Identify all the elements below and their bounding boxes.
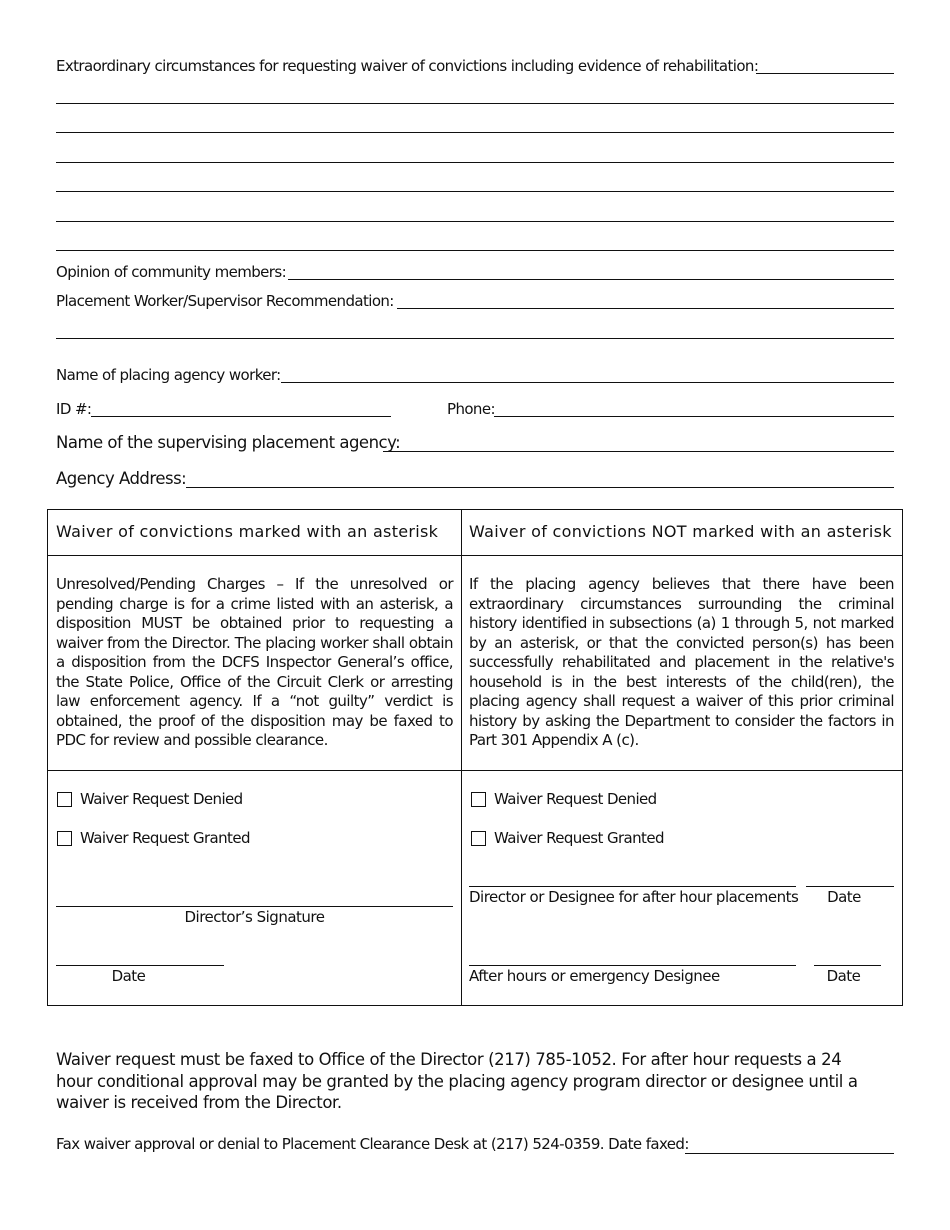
- emergency-designee-field[interactable]: [469, 965, 796, 966]
- worker-name-field[interactable]: [281, 382, 894, 383]
- left-date-label: Date: [111, 967, 146, 985]
- extraordinary-line-1[interactable]: [56, 103, 894, 104]
- extraordinary-line-4[interactable]: [56, 191, 894, 192]
- directors-signature-field[interactable]: [56, 906, 453, 907]
- right-denied-label: Waiver Request Denied: [494, 790, 657, 808]
- right-column-description: If the placing agency believes that there have been extraordinary circumstances surrounding the criminal history identified in subsections (a) 1 through 5, not marked by an asterisk, or that the convicted person(s) has been successfully rehabilitated and placement in the relative's household is in the best interests of the child(ren), the placing agency shall request a waiver of this prior criminal history by asking the Department to consider the factors in Part 301 Appendix A (c).: [469, 575, 894, 749]
- left-column-header: Waiver of convictions marked with an asterisk: [56, 522, 439, 541]
- emergency-date-field[interactable]: [814, 965, 881, 966]
- right-granted-label: Waiver Request Granted: [494, 829, 664, 847]
- left-denied-label: Waiver Request Denied: [80, 790, 243, 808]
- extraordinary-line-5[interactable]: [56, 221, 894, 222]
- right-column-header: Waiver of convictions NOT marked with an asterisk: [469, 522, 892, 541]
- id-label: ID #:: [56, 400, 92, 418]
- table-border-top: [47, 509, 903, 510]
- designee-after-hour-field[interactable]: [469, 886, 796, 887]
- fax-notice: Waiver request must be faxed to Office of the Director (217) 785-1052. For after hour requests a 24 hour conditional approval may be granted by the placing agency program director or designee until a waiver is received from the Director.: [56, 1050, 858, 1112]
- extraordinary-line-2[interactable]: [56, 132, 894, 133]
- left-date-field[interactable]: [56, 965, 224, 966]
- table-border-left: [47, 509, 48, 1006]
- directors-signature-label: Director’s Signature: [184, 908, 325, 926]
- emergency-designee-label: After hours or emergency Designee: [469, 967, 720, 985]
- community-opinion-field[interactable]: [288, 279, 894, 280]
- agency-address-label: Agency Address:: [56, 469, 187, 488]
- extraordinary-line-3[interactable]: [56, 162, 894, 163]
- designee-date-label: Date: [827, 888, 861, 906]
- left-granted-checkbox[interactable]: [57, 831, 72, 846]
- table-border-right: [902, 509, 903, 1006]
- designee-date-field[interactable]: [806, 886, 894, 887]
- supervising-agency-field[interactable]: [383, 451, 894, 452]
- designee-after-hour-label: Director or Designee for after hour placements: [469, 888, 799, 906]
- extraordinary-circumstances-field[interactable]: [756, 73, 894, 74]
- supervising-agency-label: Name of the supervising placement agency:: [56, 433, 401, 452]
- recommendation-label: Placement Worker/Supervisor Recommendation:: [56, 292, 394, 310]
- left-column-description: Unresolved/Pending Charges – If the unresolved or pending charge is for a crime listed with an asterisk, a disposition MUST be obtained prior to requesting a waiver from the Director. The placing worker shall obtain a disposition from the DCFS Inspector General’s office, the State Police, Office of the Circuit Clerk or arresting law enforcement agency. If a “not guilty” verdict is obtained, the proof of the disposition may be faxed to PDC for review and possible clearance.: [56, 575, 453, 749]
- table-body-divider: [47, 770, 903, 771]
- table-column-divider: [461, 509, 462, 1006]
- phone-field[interactable]: [494, 416, 894, 417]
- emergency-date-label: Date: [826, 967, 861, 985]
- community-opinion-label: Opinion of community members:: [56, 263, 287, 281]
- table-border-bottom: [47, 1005, 903, 1006]
- date-faxed-field[interactable]: [685, 1153, 894, 1154]
- extraordinary-circumstances-label: Extraordinary circumstances for requesting waiver of convictions including evidence of rehabilitation:: [56, 57, 759, 75]
- left-denied-checkbox[interactable]: [57, 792, 72, 807]
- id-field[interactable]: [91, 416, 391, 417]
- left-granted-label: Waiver Request Granted: [80, 829, 250, 847]
- recommendation-line-2[interactable]: [56, 338, 894, 339]
- recommendation-field[interactable]: [397, 308, 894, 309]
- agency-address-field[interactable]: [186, 487, 894, 488]
- extraordinary-line-6[interactable]: [56, 250, 894, 251]
- right-denied-checkbox[interactable]: [471, 792, 486, 807]
- fax-desk-label: Fax waiver approval or denial to Placement Clearance Desk at (217) 524-0359. Date faxed:: [56, 1135, 689, 1153]
- table-header-divider: [47, 555, 903, 556]
- worker-name-label: Name of placing agency worker:: [56, 366, 281, 384]
- right-granted-checkbox[interactable]: [471, 831, 486, 846]
- phone-label: Phone:: [447, 400, 495, 418]
